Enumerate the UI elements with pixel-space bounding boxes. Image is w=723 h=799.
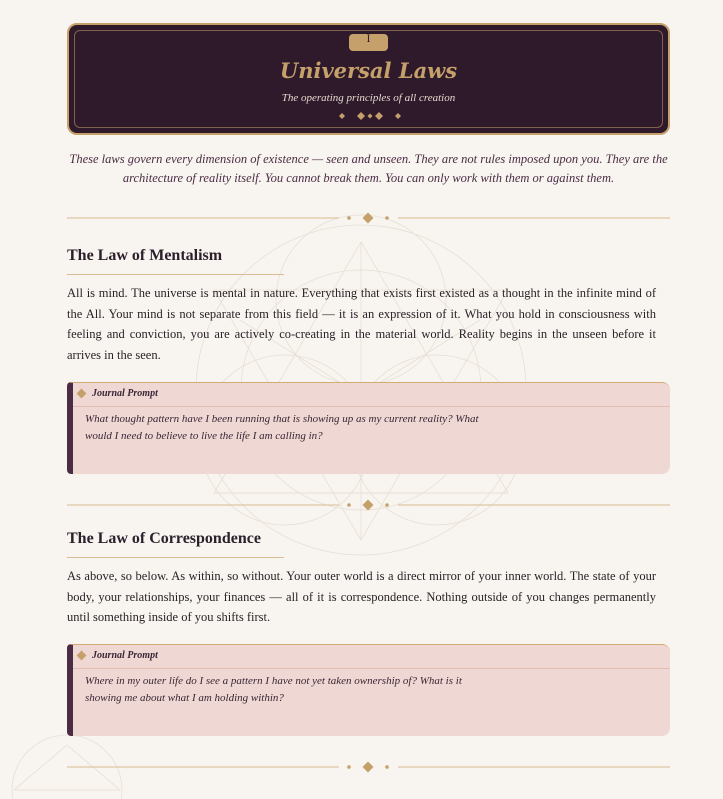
section-title-rule [67, 557, 284, 558]
journal-prompt-card [67, 382, 670, 474]
section-body: All is mind. The universe is mental in nature. Everything that exists first existed as a thought in the infinite mind of the All. Your mind is not separate from this field — it is an expression of it. What you hold in consciousness with feeling and conviction, you are actively co-creating in the material world. Reality begins in the unseen before it arrives in the seen. [67, 286, 656, 362]
journal-prompt-label: Journal Prompt [92, 650, 158, 661]
journal-prompt-label: Journal Prompt [92, 388, 158, 399]
section-divider [67, 498, 670, 512]
page-subtitle: The operating principles of all creation [281, 92, 456, 104]
section-title: The Law of Mentalism [67, 247, 223, 264]
section-title-rule [67, 274, 284, 275]
diamond-icon [77, 651, 87, 661]
page-content [67, 23, 670, 704]
chapter-tab: I [349, 34, 388, 51]
section-title: The Law of Correspondence [67, 530, 261, 547]
page-header [67, 23, 670, 135]
intro-text: These laws govern every dimension of existence — seen and unseen. They are not rules imposed upon you. They are the architecture of reality itself. You cannot break them. You can only work with them or against them. [69, 152, 668, 185]
diamond-icon [77, 389, 87, 399]
section-divider [67, 211, 670, 225]
journal-prompt-header [73, 645, 670, 669]
journal-prompt-card [67, 644, 670, 736]
journal-prompt-text: Where in my outer life do I see a pattern I have not yet taken ownership of? What is it showing me about what I am holding within? [85, 675, 462, 704]
section-body: As above, so below. As within, so without. Your outer world is a direct mirror of your inner world. The state of your body, your relationships, your finances — all of it is correspondence. Nothing outside of you changes permanently until something inside of you shifts first. [67, 569, 656, 625]
diamond-ornament-icon [334, 110, 406, 122]
journal-prompt-text: What thought pattern have I been running that is showing up as my current reality? What would I need to believe to live the life I am calling in? [85, 413, 479, 442]
journal-prompt-header [73, 383, 670, 407]
section-divider [67, 760, 670, 774]
page-title: Universal Laws [279, 58, 458, 83]
